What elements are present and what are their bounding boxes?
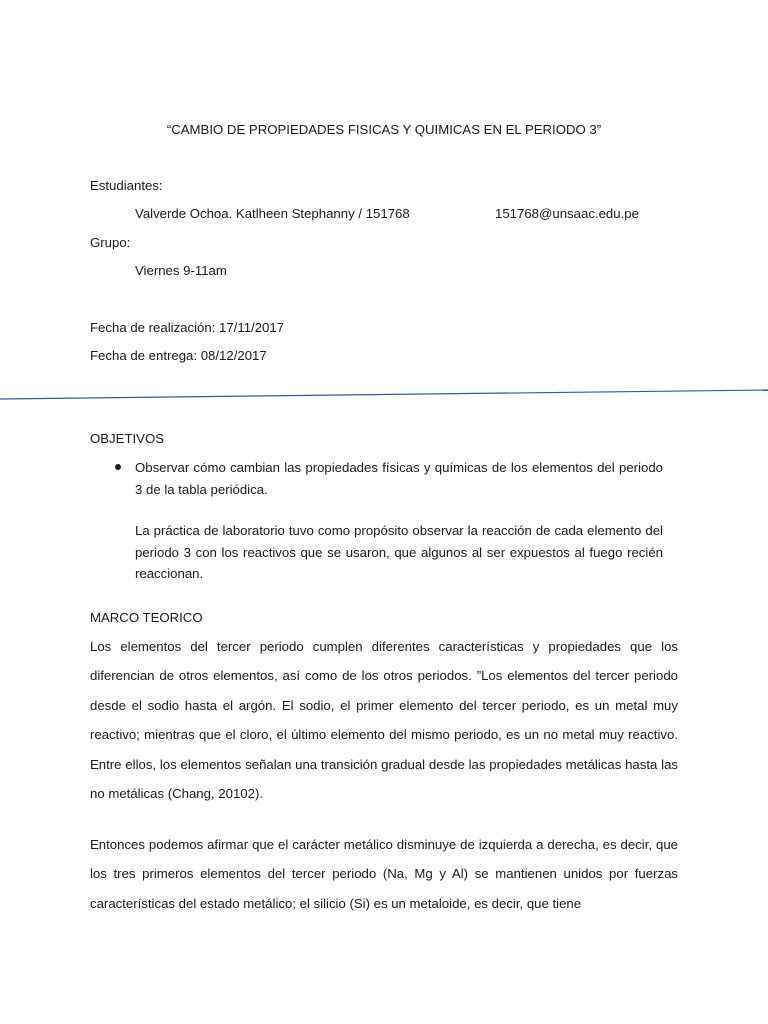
fecha-realizacion: Fecha de realización: 17/11/2017 (90, 320, 285, 335)
fecha-entrega: Fecha de entrega: 08/12/2017 (90, 348, 267, 363)
document-title: “CAMBIO DE PROPIEDADES FISICAS Y QUIMICAS EN EL PERIODO 3” (166, 122, 602, 137)
student-name: Valverde Ochoa. Katlheen Stephanny / 151768 (135, 206, 410, 221)
marco-paragraph: Los elementos del tercer periodo cumplen diferentes características y propiedades que los diferencian de otros elementos, así como de los otros periodos. ”Los elementos del tercer periodo desde el sodio hasta el argón. El sodio, el primer elemento del tercer periodo, es un metal muy reactivo; mientras que el cloro, el último elemento del mismo periodo, es un no metal muy reactivo. Entre ellos, los elementos señalan una transición gradual desde las propiedades metálicas hasta las no metálicas (Chang, 20102). (90, 639, 678, 802)
entonces-paragraph: Entonces podemos afirmar que el carácter metálico disminuye de izquierda a derecha, es decir, que los tres primeros elementos del tercer periodo (Na, Mg y Al) se mantienen unidos por fuerzas características del estado metálico; el silicio (Si) es un metaloide, es decir, que tiene (90, 837, 678, 911)
marco-heading: MARCO TEORICO (90, 610, 203, 625)
bullet-icon (115, 464, 121, 470)
group-value: Viernes 9-11am (135, 263, 227, 278)
bullet-text: Observar cómo cambian las propiedades físicas y químicas de los elementos del periodo 3 de la tabla periódica. (135, 460, 663, 497)
students-label: Estudiantes: (90, 178, 163, 193)
practice-paragraph: La práctica de laboratorio tuvo como propósito observar la reacción de cada elemento del periodo 3 con los reactivos que se usaron, que algunos al ser expuestos al fuego recién reaccionan. (135, 523, 663, 581)
student-email: 151768@unsaac.edu.pe (495, 206, 639, 221)
section-divider (0, 389, 768, 401)
group-label: Grupo: (90, 235, 131, 250)
objetivos-heading: OBJETIVOS (90, 431, 165, 446)
